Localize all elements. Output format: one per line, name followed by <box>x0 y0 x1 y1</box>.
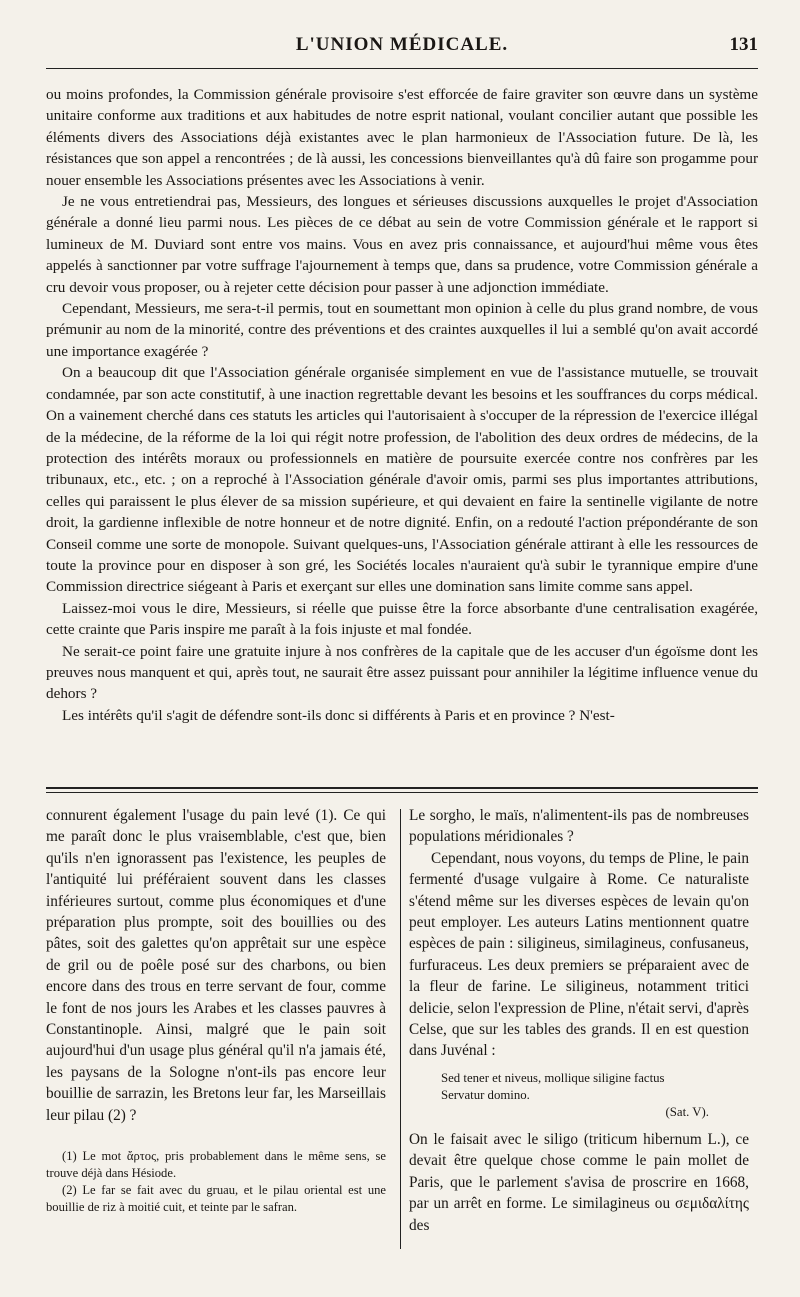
page-header <box>46 0 758 64</box>
footnotes <box>46 1148 386 1216</box>
body-paragraph: Ne serait-ce point faire une gratuite injure à nos confrères de la capitale que de les accuser d'un égoïsme dont les preuves nous manquent et qui, après tout, ne saurait être assez puissant pour annihiler la légitime influence venue du dehors ? <box>46 642 758 703</box>
right-column-paragraph: Cependant, nous voyons, du temps de Pline, le pain fermenté d'usage vulgaire à Rome. Ce naturaliste s'étend même sur les diverses espèces de levain qu'on peut employer. Les auteurs Latins mentionnent quatre espèces de pain : siligineus, similagineus, confusaneus, furfuraceus. Les deux premiers se préparaient avec de la fleur de farine. Le siligineus, notamment tritici delicie, selon l'expression de Pline, n'était servi, d'après Celse, que sur les tables des grands. Il en est question dans Juvénal : <box>409 849 749 1060</box>
body-paragraph: Je ne vous entretiendrai pas, Messieurs, des longues et sérieuses discussions auxquelles le projet d'Association générale a donné lieu parmi nous. Les pièces de ce débat au sein de votre Commission générale et le rapport si lumineux de M. Duviard sont entre vos mains. Vous en avez pris connaissance, et aujourd'hui même vous êtes appelés à sanctionner par votre suffrage l'ajournement à temps que, dans sa prudence, votre Commission générale a cru devoir vous proposer, ou à rejeter cette décision pour passer à une adjonction immédiate. <box>46 193 758 296</box>
page-number: 131 <box>729 34 758 55</box>
left-column-paragraph: connurent également l'usage du pain levé (1). Ce qui me paraît donc le plus vraisemblable, c'est que, bien qu'ils n'en ignorassent pas l'existence, les peuples de l'antiquité lui préféraient souvent dans les classes inférieures surtout, comme plus économiques et d'une préparation plus prompte, soit des bouillies ou des pâtes, soit des galettes qu'on apprêtait sur une espèce de gril ou de poêle posé sur des charbons, ou bien encore dans des trous en terre servant de four, comme le font de nos jours les Arabes et les classes pauvres à Constantinople. Ainsi, malgré que le pain soit aujourd'hui d'un usage plus général qu'il n'a jamais été, les paysans de la Sologne n'ont-ils pas encore leur bouillie de sarrazin, les Bretons leur far, les Marseillais leur pilau (2) ? <box>46 807 386 1124</box>
body-paragraph: Cependant, Messieurs, me sera-t-il permis, tout en soumettant mon opinion à celle du plus grand nombre, de vous prémunir au nom de la minorité, contre des préventions et des craintes auxquelles il lui a semblé qu'on avait accordé une importance exagérée ? <box>46 300 758 360</box>
right-column <box>407 805 749 1249</box>
quote-line: Servatur domino. <box>441 1087 530 1102</box>
latin-quotation <box>441 1070 749 1121</box>
running-title: L'UNION MÉDICALE. <box>295 34 509 55</box>
column-divider <box>400 809 401 1249</box>
right-column-paragraph: On le faisait avec le siligo (triticum hibernum L.), ce devait être quelque chose comme le pain mollet de Paris, que le parlement s'avisa de proscrire en 1668, par un arrêt en forme. Le similagineus ou σεμιδαλίτης des <box>409 1130 749 1234</box>
body-paragraph: Laissez-moi vous le dire, Messieurs, si réelle que puisse être la force absorbante d'une centralisation exagérée, cette crainte que Paris inspire me paraît à la fois injuste et mal fondée. <box>46 599 758 639</box>
feuilleton-separator-rule <box>46 787 758 793</box>
body-paragraph: On a beaucoup dit que l'Association générale organisée simplement en vue de l'assistance mutuelle, se trouvait condamnée, par son acte constitutif, à une inaction regrettable devant les besoins et les souffrances du corps médical. On a vainement cherché dans ces statuts les articles qui l'autorisaient à s'occuper de la répression de l'exercice illégal de la médecine, de la réforme de la loi qui régit notre profession, de l'abolition des deux ordres de médecins, de la protection des intérêts moraux ou professionnels en matière de poursuite exercée contre nos confrères par les tribunaux, etc., etc. ; on a reproché à l'Association générale d'avoir omis, parmi ses plus importantes attributions, celles qui paraissent le plus élever de sa mission supérieure, et qui devaient en faire la sentinelle vigilante de notre droit, la gardienne inflexible de notre honneur et de notre dignité. Enfin, on a redouté l'action prépondérante de son Conseil comme une sorte de monopole. Suivant quelques-uns, l'Association générale attirant à elle les ressources de toute la province pour en disposer à son gré, les Sociétés locales n'auraient qu'à subir le tyrannique empire d'une Commission directrice siégeant à Paris et exerçant sur elles une domination sans limite comme sans appel. <box>46 364 758 596</box>
main-body-text <box>46 84 758 726</box>
header-rule <box>46 68 758 69</box>
right-column-paragraph: Le sorgho, le maïs, n'alimentent-ils pas de nombreuses populations méridionales ? <box>409 807 749 846</box>
footnote: (1) Le mot ἄρτος, pris probablement dans le même sens, se trouve déjà dans Hésiode. <box>46 1149 386 1181</box>
left-column <box>46 805 394 1249</box>
feuilleton-columns <box>46 805 758 1249</box>
quote-reference: (Sat. V). <box>665 1104 709 1119</box>
body-paragraph: ou moins profondes, la Commission générale provisoire s'est efforcée de faire graviter son œuvre dans un système unitaire conforme aux traditions et aux habitudes de notre esprit national, voulant concilier autant que possible les éléments divers des Associations déjà existantes avec le plan harmonieux de l'Association future. De là, les résistances que son appel a rencontrées ; de là aussi, les concessions bienveillantes qu'à dû faire son progamme pour nouer ensemble les Associations présentes avec les Associations à venir. <box>46 86 758 189</box>
quote-line: Sed tener et niveus, mollique siligine factus <box>441 1070 665 1085</box>
body-paragraph: Les intérêts qu'il s'agit de défendre sont-ils donc si différents à Paris et en province ? N'est- <box>62 706 615 724</box>
footnote: (2) Le far se fait avec du gruau, et le pilau oriental est une bouillie de riz à moitié cuit, et teinte par le safran. <box>46 1183 386 1215</box>
